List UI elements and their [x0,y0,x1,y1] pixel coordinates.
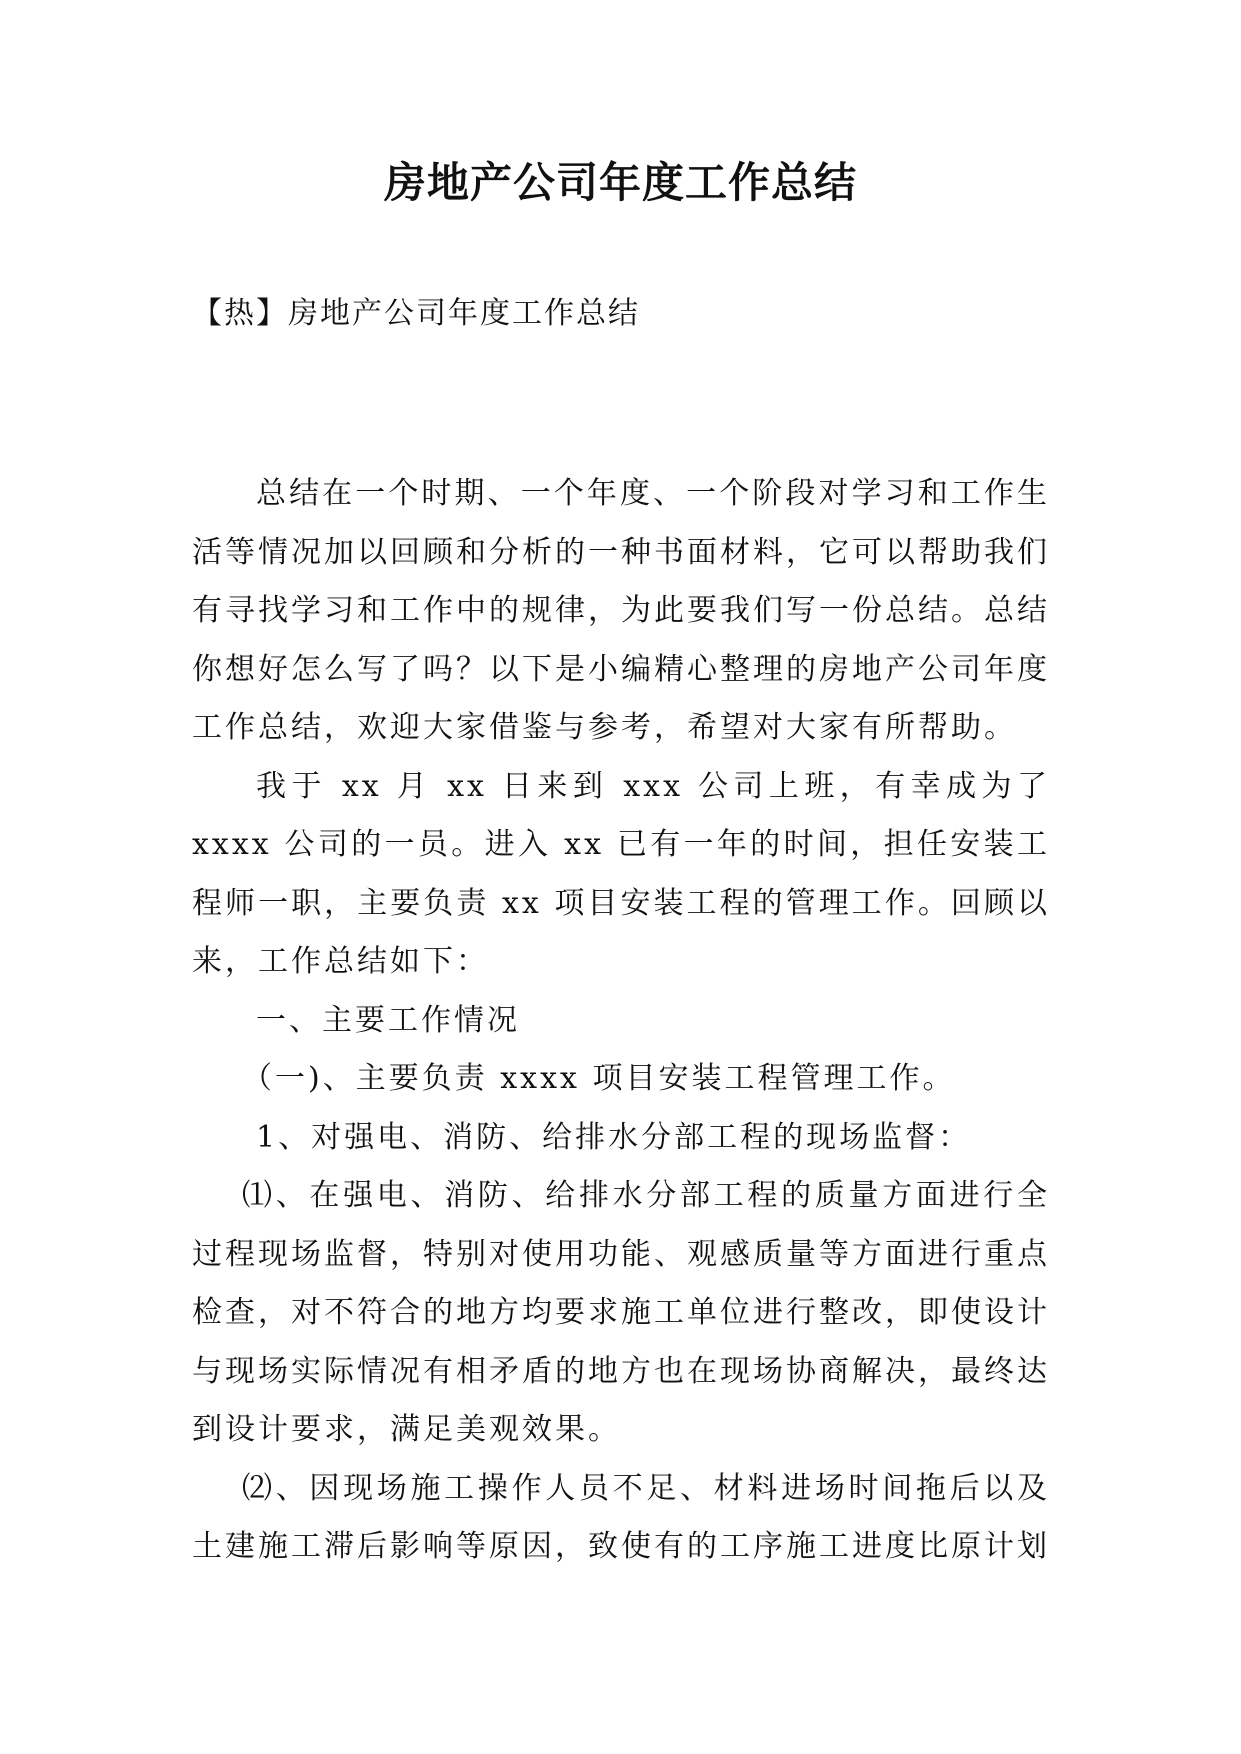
paragraph-schedule-delay: ⑵、因现场施工操作人员不足、材料进场时间拖后以及土建施工滞后影响等原因，致使有的工序施工进度比原计划 [192,1470,1050,1564]
paragraph-intro: 总结在一个时期、一个年度、一个阶段对学习和工作生活等情况加以回顾和分析的一种书面材料，它可以帮助我们有寻找学习和工作中的规律，为此要我们写一份总结。总结你想好怎么写了吗？以下是小编精心整理的房地产公司年度工作总结，欢迎大家借鉴与参考，希望对大家有所帮助。 [192,476,1050,745]
document-subtitle: 【热】房地产公司年度工作总结 [192,296,640,331]
subsection-heading-installation: （一)、主要负责 xxxx 项目安装工程管理工作。 [242,1061,956,1096]
paragraph-quality-supervision: ⑴、在强电、消防、给排水分部工程的质量方面进行全过程现场监督，特别对使用功能、观感质量等方面进行重点检查，对不符合的地方均要求施工单位进行整改，即使设计与现场实际情况有相矛盾的地方也在现场协商解决，最终达到设计要求，满足美观效果。 [192,1178,1050,1447]
document-title: 房地产公司年度工作总结 [383,158,857,207]
document-body [192,465,1050,1577]
paragraph-joining: 我于 xx 月 xx 日来到 xxx 公司上班，有幸成为了 xxxx 公司的一员。进入 xx 已有一年的时间，担任安装工程师一职，主要负责 xx 项目安装工程的管理工作。回顾以来，工作总结如下： [192,768,1050,979]
list-item-supervision: 1、对强电、消防、给排水分部工程的现场监督： [256,1119,972,1155]
section-heading-main-work: 一、主要工作情况 [256,1002,520,1038]
